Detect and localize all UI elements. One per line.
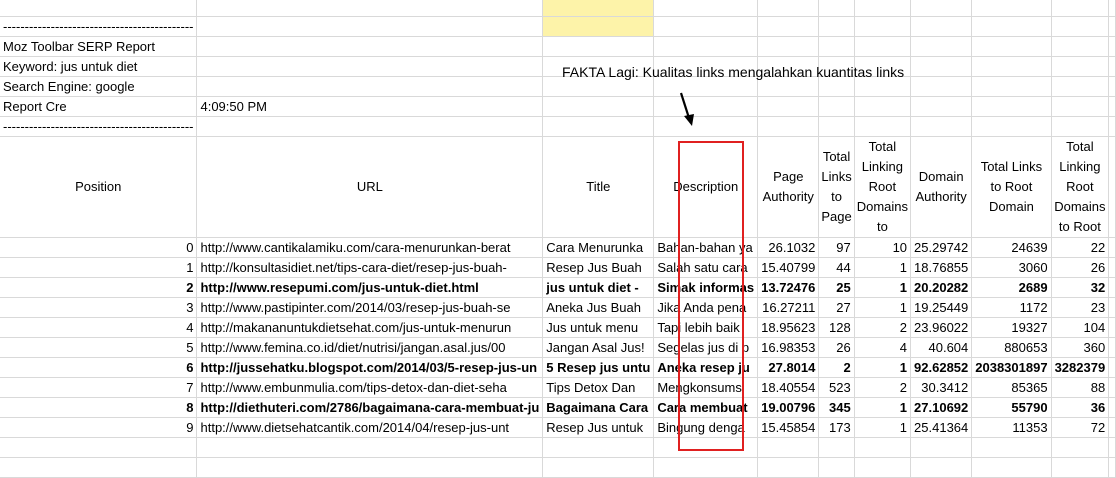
cell-domain-authority[interactable]: 40.604: [911, 338, 972, 358]
cell-description[interactable]: Bahan-bahan ya: [654, 238, 758, 258]
cell-description[interactable]: Segelas jus di p: [654, 338, 758, 358]
cell-links-root-domain[interactable]: 85365: [972, 378, 1051, 398]
cell-domain-authority[interactable]: 27.10692: [911, 398, 972, 418]
header-links-to-root-domain[interactable]: Total Links to Root Domain: [972, 137, 1051, 238]
cell-description[interactable]: Jika Anda pena: [654, 298, 758, 318]
table-row: [0, 358, 1116, 378]
cell-links-root-domain[interactable]: 1172: [972, 298, 1051, 318]
cell-links-root-domain[interactable]: 55790: [972, 398, 1051, 418]
table-row: [0, 258, 1116, 278]
cell-total-links[interactable]: 173: [819, 418, 854, 438]
cell-total-links[interactable]: 25: [819, 278, 854, 298]
cell-description[interactable]: Tapi lebih baik: [654, 318, 758, 338]
cell-url[interactable]: http://www.femina.co.id/diet/nutrisi/jangan.asal.jus/00: [197, 338, 543, 358]
table-row: [0, 378, 1116, 398]
cell-description[interactable]: Salah satu cara: [654, 258, 758, 278]
highlight-box: [678, 141, 744, 451]
cell-position[interactable]: 8: [0, 398, 197, 418]
cell-position[interactable]: 4: [0, 318, 197, 338]
cell-page-authority[interactable]: 16.27211: [758, 298, 819, 318]
cell-links-root-domain[interactable]: 11353: [972, 418, 1051, 438]
cell-page-authority[interactable]: 26.1032: [758, 238, 819, 258]
cell-empty[interactable]: [1109, 338, 1116, 358]
header-page-authority[interactable]: Page Authority: [758, 137, 819, 238]
cell-total-links[interactable]: 128: [819, 318, 854, 338]
cell-domain-authority[interactable]: 19.25449: [911, 298, 972, 318]
result-rows: [0, 238, 1116, 438]
cell-linking-root-domains[interactable]: 26: [1051, 258, 1109, 278]
cell-root-domains[interactable]: 1: [854, 398, 910, 418]
cell-page-authority[interactable]: 18.95623: [758, 318, 819, 338]
cell-root-domains[interactable]: 4: [854, 338, 910, 358]
cell-page-authority[interactable]: 19.00796: [758, 398, 819, 418]
cell-total-links[interactable]: 27: [819, 298, 854, 318]
cell-page-authority[interactable]: 27.8014: [758, 358, 819, 378]
cell-page-authority[interactable]: 13.72476: [758, 278, 819, 298]
header-domain-authority[interactable]: Domain Authority: [911, 137, 972, 238]
cell-domain-authority[interactable]: 20.20282: [911, 278, 972, 298]
cell-description[interactable]: Mengkonsumsi: [654, 378, 758, 398]
report-created-label[interactable]: Report Cre: [0, 97, 197, 117]
cell-position[interactable]: 3: [0, 298, 197, 318]
cell-title[interactable]: Jus untuk menu: [543, 318, 654, 338]
header-title[interactable]: Title: [543, 137, 654, 238]
cell-root-domains[interactable]: 1: [854, 358, 910, 378]
cell-title[interactable]: Resep Jus untuk: [543, 418, 654, 438]
cell-domain-authority[interactable]: 25.29742: [911, 238, 972, 258]
report-created-time[interactable]: 4:09:50 PM: [197, 97, 543, 117]
cell-url[interactable]: http://diethuteri.com/2786/bagaimana-cara-membuat-ju: [197, 398, 543, 418]
cell-title[interactable]: 5 Resep jus untu: [543, 358, 654, 378]
cell-description[interactable]: Cara membuat: [654, 398, 758, 418]
cell-position[interactable]: 0: [0, 238, 197, 258]
cell-root-domains[interactable]: 10: [854, 238, 910, 258]
cell-total-links[interactable]: 44: [819, 258, 854, 278]
cell-title[interactable]: Jangan Asal Jus!: [543, 338, 654, 358]
report-separator-bottom[interactable]: --------------------------------------------: [0, 117, 197, 137]
cell-position[interactable]: 1: [0, 258, 197, 278]
cell-position[interactable]: 6: [0, 358, 197, 378]
cell-page-authority[interactable]: 18.40554: [758, 378, 819, 398]
cell-title[interactable]: Aneka Jus Buah: [543, 298, 654, 318]
cell-c1[interactable]: [543, 0, 654, 17]
cell-linking-root-domains[interactable]: 88: [1051, 378, 1109, 398]
cell-empty[interactable]: [1109, 238, 1116, 258]
cell-links-root-domain[interactable]: 3060: [972, 258, 1051, 278]
table-row: [0, 238, 1116, 258]
cell-root-domains[interactable]: 2: [854, 378, 910, 398]
cell-linking-root-domains[interactable]: 360: [1051, 338, 1109, 358]
cell-empty[interactable]: [1109, 358, 1116, 378]
report-search-engine[interactable]: Search Engine: google: [0, 77, 197, 97]
cell-linking-root-domains[interactable]: 36: [1051, 398, 1109, 418]
cell-total-links[interactable]: 345: [819, 398, 854, 418]
cell-position[interactable]: 7: [0, 378, 197, 398]
cell-links-root-domain[interactable]: 19327: [972, 318, 1051, 338]
cell-position[interactable]: 9: [0, 418, 197, 438]
cell-root-domains[interactable]: 1: [854, 278, 910, 298]
cell-links-root-domain[interactable]: 2038301897: [972, 358, 1051, 378]
cell-empty[interactable]: [1109, 378, 1116, 398]
cell-linking-root-domains[interactable]: 104: [1051, 318, 1109, 338]
cell-url[interactable]: http://www.pastipinter.com/2014/03/resep-jus-buah-se: [197, 298, 543, 318]
cell-page-authority[interactable]: 16.98353: [758, 338, 819, 358]
cell-domain-authority[interactable]: 23.96022: [911, 318, 972, 338]
cell-linking-root-domains[interactable]: 3282379: [1051, 358, 1109, 378]
table-row: [0, 338, 1116, 358]
cell-total-links[interactable]: 2: [819, 358, 854, 378]
table-row: [0, 298, 1116, 318]
cell-empty[interactable]: [1109, 398, 1116, 418]
annotation-note: FAKTA Lagi: Kualitas links mengalahkan kuantitas links: [562, 64, 905, 80]
cell-d1[interactable]: [654, 0, 758, 17]
cell-root-domains[interactable]: 1: [854, 298, 910, 318]
cell-a1[interactable]: [0, 0, 197, 17]
table-row: [0, 398, 1116, 418]
cell-url[interactable]: http://www.resepumi.com/jus-untuk-diet.html: [197, 278, 543, 298]
cell-b1[interactable]: [197, 0, 543, 17]
cell-links-root-domain[interactable]: 880653: [972, 338, 1051, 358]
cell-linking-root-domains[interactable]: 23: [1051, 298, 1109, 318]
header-description[interactable]: Description: [654, 137, 758, 238]
cell-links-root-domain[interactable]: 2689: [972, 278, 1051, 298]
cell-url[interactable]: http://jussehatku.blogspot.com/2014/03/5-resep-jus-un: [197, 358, 543, 378]
report-title[interactable]: Moz Toolbar SERP Report: [0, 37, 197, 57]
cell-url[interactable]: http://makananuntukdietsehat.com/jus-untuk-menurun: [197, 318, 543, 338]
cell-root-domains[interactable]: 1: [854, 418, 910, 438]
cell-root-domains[interactable]: 2: [854, 318, 910, 338]
cell-description[interactable]: Aneka resep ju: [654, 358, 758, 378]
table-row: [0, 318, 1116, 338]
cell-url[interactable]: http://konsultasidiet.net/tips-cara-diet/resep-jus-buah-: [197, 258, 543, 278]
cell-url[interactable]: http://www.embunmulia.com/tips-detox-dan-diet-seha: [197, 378, 543, 398]
arrow-down-icon: [675, 90, 699, 130]
cell-domain-authority[interactable]: 30.3412: [911, 378, 972, 398]
cell-total-links[interactable]: 97: [819, 238, 854, 258]
table-row: [0, 278, 1116, 298]
cell-linking-root-domains[interactable]: 72: [1051, 418, 1109, 438]
header-url[interactable]: URL: [197, 137, 543, 238]
header-linking-root-domains-to-root[interactable]: Total Linking Root Domains to Root: [1051, 137, 1109, 238]
header-linking-root-domains[interactable]: Total Linking Root Domains to: [854, 137, 910, 238]
cell-domain-authority[interactable]: 92.62852: [911, 358, 972, 378]
table-row: [0, 418, 1116, 438]
cell-title[interactable]: jus untuk diet -: [543, 278, 654, 298]
cell-links-root-domain[interactable]: 24639: [972, 238, 1051, 258]
cell-title[interactable]: Tips Detox Dan: [543, 378, 654, 398]
cell-linking-root-domains[interactable]: 32: [1051, 278, 1109, 298]
cell-page-authority[interactable]: 15.40799: [758, 258, 819, 278]
header-position[interactable]: Position: [0, 137, 197, 238]
cell-total-links[interactable]: 523: [819, 378, 854, 398]
cell-position[interactable]: 5: [0, 338, 197, 358]
report-separator[interactable]: --------------------------------------------: [0, 17, 197, 37]
cell-empty[interactable]: [1109, 258, 1116, 278]
cell-empty[interactable]: [1109, 278, 1116, 298]
cell-empty[interactable]: [1109, 318, 1116, 338]
cell-page-authority[interactable]: 15.45854: [758, 418, 819, 438]
cell-url[interactable]: http://www.dietsehatcantik.com/2014/04/resep-jus-unt: [197, 418, 543, 438]
cell-description[interactable]: Simak informas: [654, 278, 758, 298]
cell-domain-authority[interactable]: 25.41364: [911, 418, 972, 438]
cell-description[interactable]: Bingung denga: [654, 418, 758, 438]
header-total-links-to-page[interactable]: Total Links to Page: [819, 137, 854, 238]
cell-url[interactable]: http://www.cantikalamiku.com/cara-menurunkan-berat: [197, 238, 543, 258]
cell-domain-authority[interactable]: 18.76855: [911, 258, 972, 278]
report-keyword[interactable]: Keyword: jus untuk diet: [0, 57, 197, 77]
cell-linking-root-domains[interactable]: 22: [1051, 238, 1109, 258]
cell-title[interactable]: Resep Jus Buah: [543, 258, 654, 278]
cell-title[interactable]: Bagaimana Cara: [543, 398, 654, 418]
cell-total-links[interactable]: 26: [819, 338, 854, 358]
cell-root-domains[interactable]: 1: [854, 258, 910, 278]
cell-title[interactable]: Cara Menurunka: [543, 238, 654, 258]
cell-position[interactable]: 2: [0, 278, 197, 298]
cell-empty[interactable]: [1109, 298, 1116, 318]
column-header-row: [0, 137, 1116, 238]
cell-empty[interactable]: [1109, 418, 1116, 438]
